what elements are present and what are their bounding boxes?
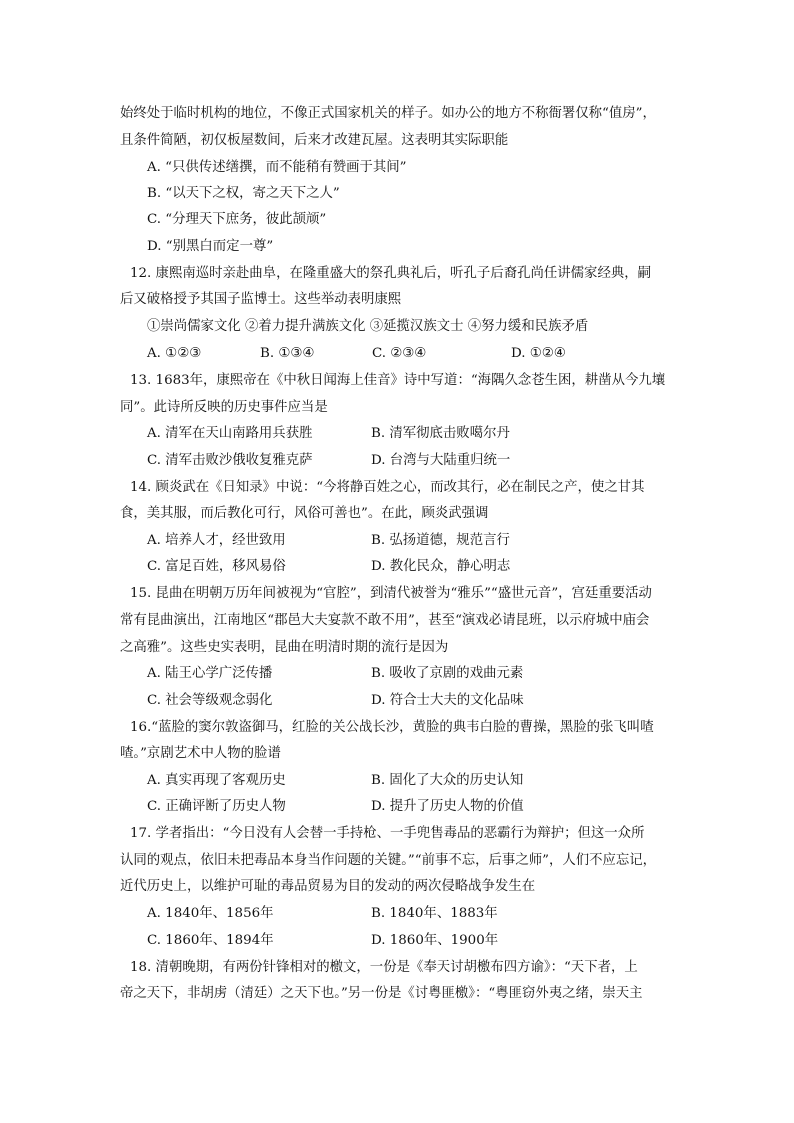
q17-option-d: D. 1860年、1900年 (371, 933, 499, 948)
q14-option-b: B. 弘扬道德，规范言行 (371, 533, 510, 548)
q12-stem-line-1: 12. 康熙南巡时亲赴曲阜，在隆重盛大的祭孔典礼后，听孔子后裔孔尚任讲儒家经典，嗣 (130, 266, 652, 281)
q16-stem-line-2: 喳。”京剧艺术中人物的脸谱 (120, 746, 281, 761)
intro-text-line-1: 始终处于临时机构的地位，不像正式国家机关的样子。如办公的地方不称衙署仅称“值房”， (120, 106, 656, 121)
q14-option-c: C. 富足百姓，移风易俗 (147, 559, 286, 574)
q13-option-a: A. 清军在天山南路用兵获胜 (147, 426, 313, 441)
q12-option-a: A. ①②③ (147, 346, 202, 361)
q15-option-d: D. 符合士大夫的文化品味 (371, 693, 524, 708)
q16-stem-line-1: 16.“蓝脸的窦尔敦盗御马，红脸的关公战长沙，黄脸的典韦白脸的曹操，黑脸的张飞叫喳 (130, 720, 654, 735)
q14-option-a: A. 培养人才，经世致用 (147, 533, 286, 548)
intro-text-line-2: 且条件简陋，初仅板屋数间，后来才改建瓦屋。这表明其实际职能 (120, 133, 509, 148)
q18-stem-line-2: 帝之天下，非胡虏（清廷）之天下也。”另一份是《讨粤匪檄》：“粤匪窃外夷之绪，崇天主 (120, 986, 643, 1001)
q16-option-d: D. 提升了历史人物的价值 (371, 799, 524, 814)
q17-option-a: A. 1840年、1856年 (147, 906, 274, 921)
q12-option-d: D. ①②④ (511, 346, 566, 361)
q12-items: ①崇尚儒家文化 ②着力提升满族文化 ③延揽汉族文士 ④努力缓和民族矛盾 (147, 319, 589, 334)
q15-stem-line-2: 常有昆曲演出，江南地区“郡邑大夫宴款不敢不用”，甚至“演戏必请昆班，以示府城中庙会 (120, 613, 650, 628)
intro-option-d: D. “别黑白而定一尊” (147, 239, 274, 254)
q16-option-b: B. 固化了大众的历史认知 (371, 773, 524, 788)
q16-option-a: A. 真实再现了客观历史 (147, 773, 286, 788)
q12-option-c: C. ②③④ (372, 346, 427, 361)
q13-option-c: C. 清军击败沙俄收复雅克萨 (147, 453, 313, 468)
q17-stem-line-2: 认同的观点，依旧未把毒品本身当作问题的关键。”“前事不忘，后事之师”，人们不应忘记， (120, 853, 657, 868)
intro-option-c: C. “分理天下庶务，彼此颉颃” (147, 212, 327, 227)
q15-stem-line-3: 之高雅”。这些史实表明，昆曲在明清时期的流行是因为 (120, 640, 449, 655)
q17-option-b: B. 1840年、1883年 (371, 906, 498, 921)
q14-stem-line-2: 食，美其服，而后教化可行，风俗可善也”。在此，顾炎武强调 (120, 506, 489, 521)
q13-option-d: D. 台湾与大陆重归统一 (371, 453, 511, 468)
intro-option-b: B. “以天下之权，寄之天下之人” (147, 186, 340, 201)
q15-option-c: C. 社会等级观念弱化 (147, 693, 273, 708)
q12-option-b: B. ①③④ (260, 346, 315, 361)
q14-stem-line-1: 14. 顾炎武在《日知录》中说：“今将静百姓之心，而改其行，必在制民之产，使之甘其 (130, 480, 645, 495)
q12-stem-line-2: 后又破格授予其国子监博士。这些举动表明康熙 (120, 292, 402, 307)
intro-option-a: A. “只供传述缮撰，而不能稍有赞画于其间” (147, 160, 407, 175)
q17-stem-line-3: 近代历史上，以维护可耻的毒品贸易为目的发动的两次侵略战争发生在 (120, 879, 536, 894)
q13-stem-line-1: 13. 1683年，康熙帝在《中秋日闻海上佳音》诗中写道：“海隅久念苍生困，耕凿从今九壤 (130, 373, 666, 388)
q17-option-c: C. 1860年、1894年 (147, 933, 274, 948)
q16-option-c: C. 正确评断了历史人物 (147, 799, 286, 814)
q15-option-a: A. 陆王心学广泛传播 (147, 666, 273, 681)
q15-option-b: B. 吸收了京剧的戏曲元素 (371, 666, 524, 681)
q17-stem-line-1: 17. 学者指出：“今日没有人会替一手持枪、一手兜售毒品的恶霸行为辩护；但这一众所 (130, 826, 645, 841)
q13-stem-line-2: 同”。此诗所反映的历史事件应当是 (120, 400, 328, 415)
q15-stem-line-1: 15. 昆曲在明朝万历年间被视为“官腔”，到清代被誉为“雅乐”“盛世元音”，宫廷重要活动 (130, 586, 652, 601)
q14-option-d: D. 教化民众，静心明志 (371, 559, 511, 574)
q13-option-b: B. 清军彻底击败噶尔丹 (371, 426, 510, 441)
q18-stem-line-1: 18. 清朝晚期，有两份针锋相对的檄文，一份是《奉天讨胡檄布四方谕》：“天下者，上 (130, 960, 638, 975)
